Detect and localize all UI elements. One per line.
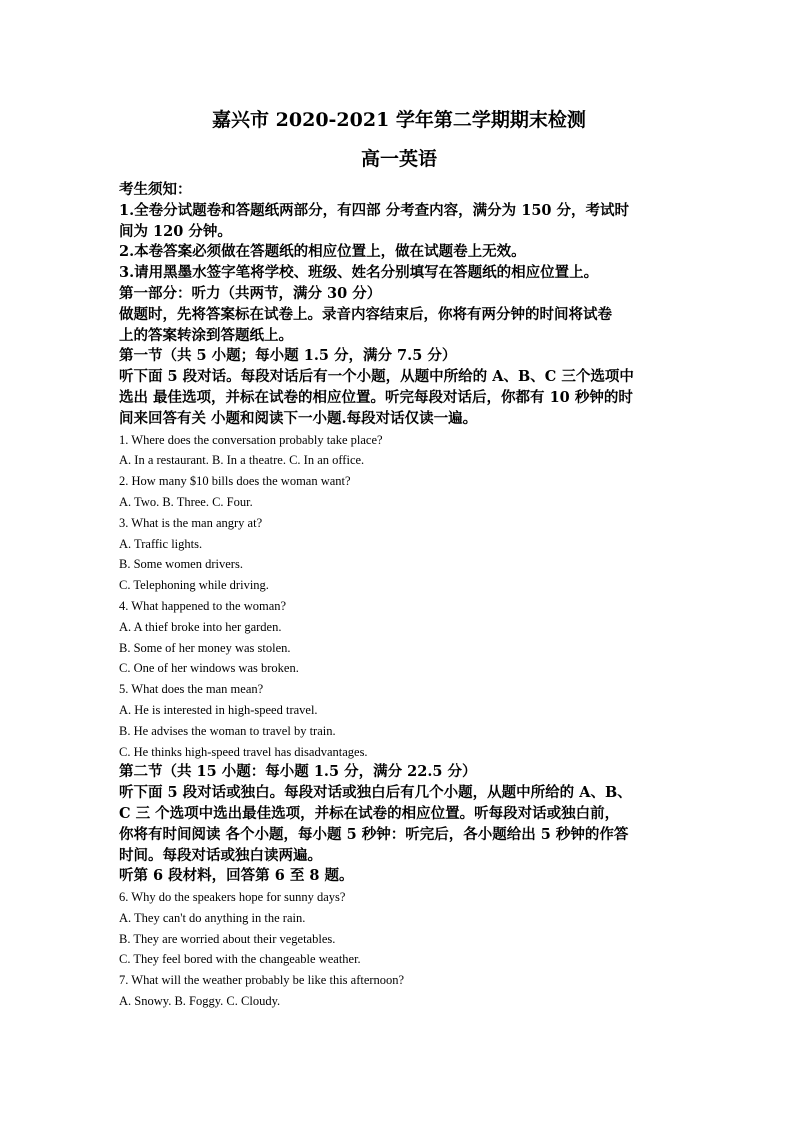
question-4-option-b: B. Some of her money was stolen. <box>119 640 291 655</box>
question-6-option-b: B. They are worried about their vegetables. <box>119 931 336 946</box>
section2-instruction-b: C 三 个选项中选出最佳选项，并标在试卷的相应位置。听每段对话或独白前， <box>119 804 620 822</box>
question-3-option-c: C. Telephoning while driving. <box>119 578 269 593</box>
question-6-option-a: A. They can't do anything in the rain. <box>119 910 306 925</box>
question-4-option-a: A. A thief broke into her garden. <box>119 619 282 634</box>
question-6-option-c: C. They feel bored with the changeable weather. <box>119 952 361 967</box>
question-5-option-b: B. He advises the woman to travel by train. <box>119 723 336 738</box>
exam-body <box>119 180 679 1012</box>
question-4-stem: 4. What happened to the woman? <box>119 598 287 613</box>
question-2-options: A. Two. B. Three. C. Four. <box>119 494 253 509</box>
question-1-options: A. In a restaurant. B. In a theatre. C. In an office. <box>119 453 365 468</box>
notice-heading: 考生须知： <box>119 181 192 198</box>
question-3-option-a: A. Traffic lights. <box>119 536 203 551</box>
question-4-option-c: C. One of her windows was broken. <box>119 661 299 676</box>
section1-instruction-c: 间来回答有关 小题和阅读下一小题.每段对话仅读一遍。 <box>119 409 478 427</box>
section2-heading: 第二节（共 15 小题：每小题 1.5 分，满分 22.5 分） <box>119 763 477 781</box>
section1-heading: 第一节（共 5 小题；每小题 1.5 分，满分 7.5 分） <box>119 347 457 365</box>
exam-title: 嘉兴市 2020-2021 学年第二学期期末检测 <box>212 109 586 131</box>
question-2-stem: 2. How many $10 bills does the woman want? <box>119 474 351 489</box>
notice-line-2: 2.本卷答案必须做在答题纸的相应位置上，做在试题卷上无效。 <box>119 243 526 261</box>
question-6-stem: 6. Why do the speakers hope for sunny days? <box>119 890 346 905</box>
section1-instruction-a: 听下面 5 段对话。每段对话后有一个小题，从题中所给的 A、B、C 三个选项中 <box>119 368 634 386</box>
question-3-option-b: B. Some women drivers. <box>119 557 243 572</box>
notice-line-3: 3.请用黑墨水签字笔将学校、班级、姓名分别填写在答题纸的相应位置上。 <box>119 264 599 282</box>
question-7-stem: 7. What will the weather probably be like this afternoon? <box>119 973 405 988</box>
section1-instruction-b: 选出 最佳选项，并标在试卷的相应位置。听完每段对话后，你都有 10 秒钟的时 <box>119 388 633 406</box>
section2-instruction-c: 你将有时间阅读 各个小题，每小题 5 秒钟：听完后，各小题给出 5 秒钟的作答 <box>119 825 629 843</box>
question-5-option-c: C. He thinks high-speed travel has disadvantages. <box>119 744 368 759</box>
question-3-stem: 3. What is the man angry at? <box>119 515 263 530</box>
section2-material-note: 听第 6 段材料，回答第 6 至 8 题。 <box>119 867 354 885</box>
notice-line-1a: 1.全卷分试题卷和答题纸两部分，有四部 分考查内容，满分为 150 分，考试时 <box>119 201 630 219</box>
part1-instruction-a: 做题时，先将答案标在试卷上。录音内容结束后，你将有两分钟的时间将试卷 <box>119 305 612 323</box>
question-5-option-a: A. He is interested in high-speed travel. <box>119 702 318 717</box>
notice-line-1b: 间为 120 分钟。 <box>119 222 232 240</box>
part1-instruction-b: 上的答案转涂到答题纸上。 <box>119 326 293 344</box>
question-5-stem: 5. What does the man mean? <box>119 682 264 697</box>
exam-subtitle: 高一英语 <box>360 148 437 170</box>
section2-instruction-d: 时间。每段对话或独白读两遍。 <box>119 846 322 864</box>
section2-instruction-a: 听下面 5 段对话或独白。每段对话或独白后有几个小题，从题中所给的 A、B、 <box>119 784 632 802</box>
question-1-stem: 1. Where does the conversation probably take place? <box>119 432 383 447</box>
question-7-options: A. Snowy. B. Foggy. C. Cloudy. <box>119 994 281 1009</box>
part1-heading: 第一部分：听力（共两节，满分 30 分） <box>119 284 382 302</box>
